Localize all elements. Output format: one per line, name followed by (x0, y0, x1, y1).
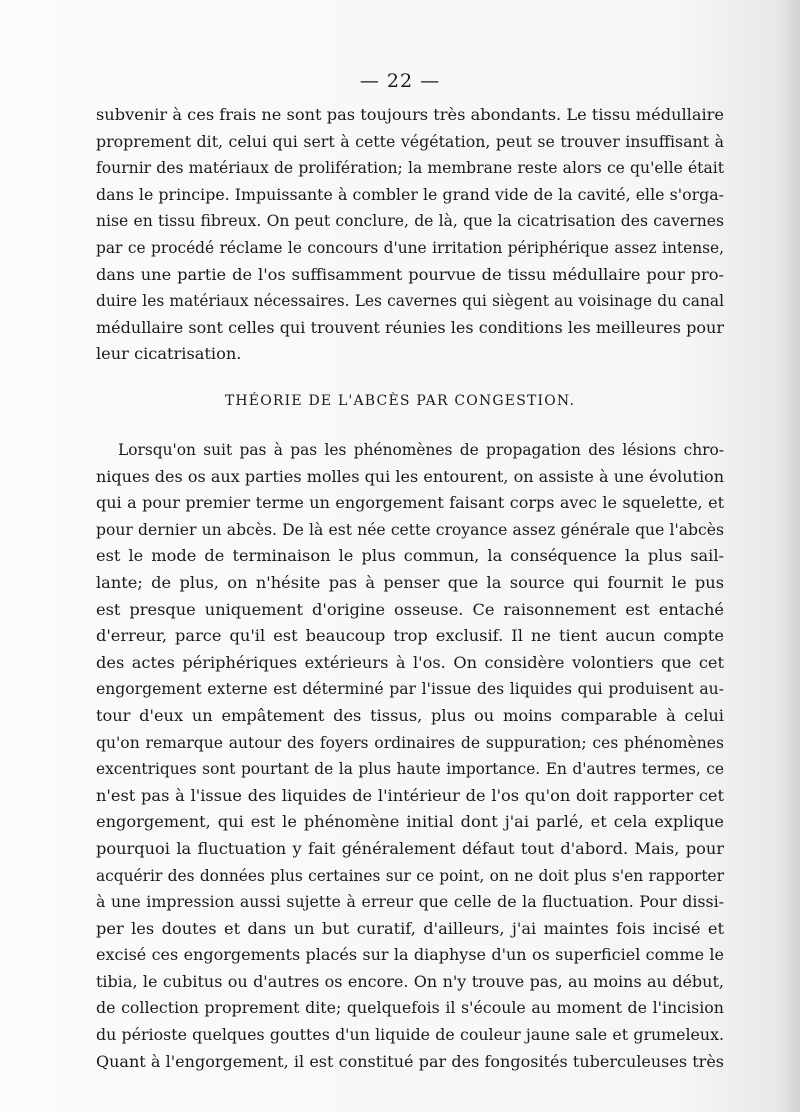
text-line: n'est pas à l'issue des liquides de l'intérieur de l'os qu'on doit rapporter cet (96, 785, 724, 805)
text-line: qu'on remarque autour des foyers ordinaires de suppuration; ces phénomènes (96, 733, 724, 752)
text-line: tibia, le cubitus ou d'autres os encore. On n'y trouve pas, au moins au début, (96, 971, 724, 991)
text-line: per les doutes et dans un but curatif, d'ailleurs, j'ai maintes fois incisé et (96, 918, 724, 938)
page-number: — 22 — (359, 70, 441, 92)
text-line: tour d'eux un empâtement des tissus, plus ou moins comparable à celui (96, 705, 724, 725)
text-line: est presque uniquement d'origine osseuse. Ce raisonnement est entaché (96, 599, 724, 619)
text-line: engorgement externe est déterminé par l'issue des liquides qui produisent au- (96, 680, 724, 699)
text-line: de collection proprement dite; quelquefois il s'écoule au moment de l'incision (96, 998, 724, 1018)
text-line: lante; de plus, on n'hésite pas à penser que la source qui fournit le pus (96, 572, 724, 592)
text-line: subvenir à ces frais ne sont pas toujours très abondants. Le tissu médullaire (96, 105, 724, 124)
text-line: acquérir des données plus certaines sur ce point, on ne doit plus s'en rapporter (96, 866, 724, 885)
text-line: excentriques sont pourtant de la plus haute importance. En d'autres termes, ce (96, 760, 724, 779)
text-line: proprement dit, celui qui sert à cette végétation, peut se trouver insuffisant à (96, 131, 724, 151)
text-line: médullaire sont celles qui trouvent réunies les conditions les meilleures pour (96, 317, 724, 337)
text-line: duire les matériaux nécessaires. Les cavernes qui siègent au voisinage du canal (96, 292, 724, 311)
text-line: pour dernier un abcès. De là est née cette croyance assez générale que l'abcès (96, 520, 724, 539)
text-line: nise en tissu fibreux. On peut conclure, de là, que la cicatrisation des cavernes (96, 212, 724, 231)
text-line: dans le principe. Impuissante à combler le grand vide de la cavité, elle s'orga- (96, 184, 724, 204)
text-line: à une impression aussi sujette à erreur que celle de la fluctuation. Pour dissi- (96, 892, 724, 912)
text-line: qui a pour premier terme un engorgement faisant corps avec le squelette, et (96, 493, 724, 513)
text-line: engorgement, qui est le phénomène initial dont j'ai parlé, et cela explique (96, 812, 724, 832)
text-line: d'erreur, parce qu'il est beaucoup trop exclusif. Il ne tient aucun compte (96, 626, 724, 646)
paragraph-body (96, 437, 724, 1075)
text-line: niques des os aux parties molles qui les entourent, on assiste à une évolution (96, 466, 724, 486)
text-line: est le mode de terminaison le plus commun, la conséquence la plus sail- (96, 546, 724, 566)
text-line: Lorsqu'on suit pas à pas les phénomènes de propagation des lésions chro- (118, 441, 724, 459)
text-line: Quant à l'engorgement, il est constitué par des fongosités tuberculeuses très (96, 1051, 724, 1071)
text-line: pourquoi la fluctuation y fait généralement défaut tout d'abord. Mais, pour (96, 838, 724, 858)
text-line: excisé ces engorgements placés sur la diaphyse d'un os superficiel comme le (96, 945, 724, 965)
text-line: leur cicatrisation. (96, 344, 242, 364)
text-line: dans une partie de l'os suffisamment pourvue de tissu médullaire pour pro- (96, 264, 724, 284)
text-line: des actes périphériques extérieurs à l'os. On considère volontiers que cet (96, 652, 724, 672)
section-heading: THÉORIE DE L'ABCÈS PAR CONGESTION. (224, 393, 576, 409)
text-line: par ce procédé réclame le concours d'une irritation périphérique assez intense, (96, 238, 724, 257)
paragraph-continuation (96, 102, 724, 368)
text-line: du périoste quelques gouttes d'un liquide de couleur jaune sale et grumeleux. (96, 1025, 724, 1045)
text-line: fournir des matériaux de prolifération; la membrane reste alors ce qu'elle était (96, 159, 724, 178)
